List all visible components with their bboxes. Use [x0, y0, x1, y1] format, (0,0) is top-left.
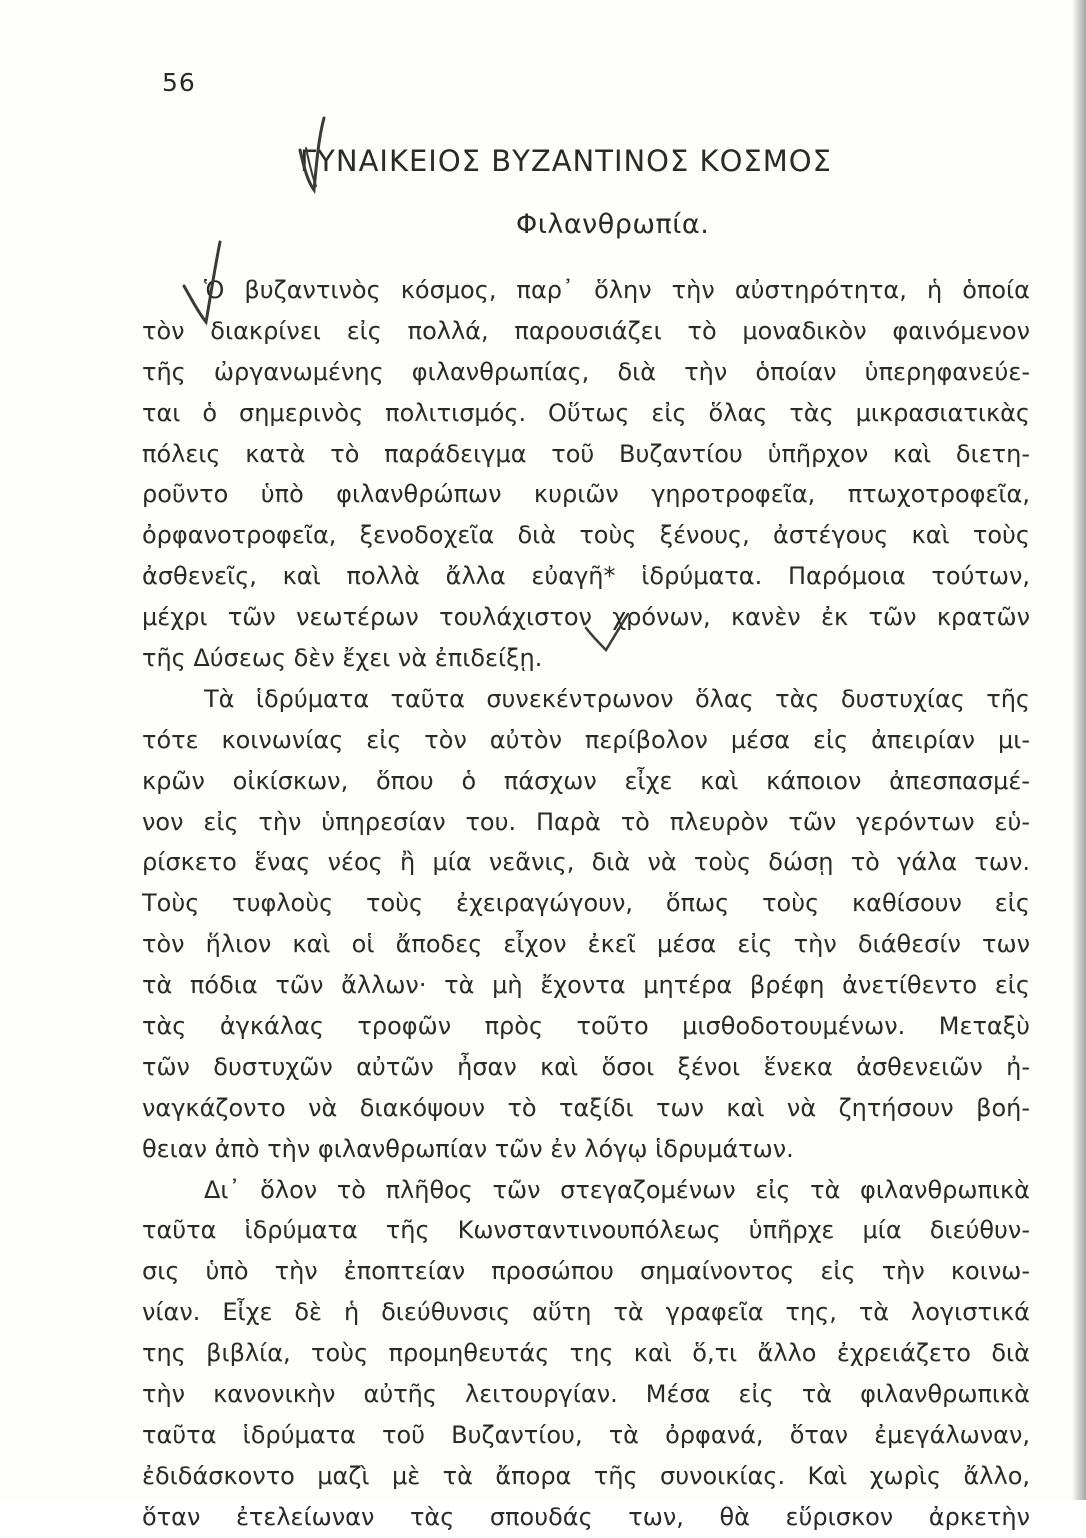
body-text — [142, 270, 1042, 1538]
text-line: της βιβλία, τοὺς προμηθευτάς της καὶ ὅ,τι ἄλλο ἐχρειάζετο διὰ — [142, 1339, 1030, 1368]
text-line: ἀσθενεῖς, καὶ πολλὰ ἄλλα εὐαγῆ* ἱδρύματα. Παρόμοια τούτων, — [142, 562, 1030, 591]
text-line: ἐδιδάσκοντο μαζὶ μὲ τὰ ἄπορα τῆς συνοικίας. Καὶ χωρὶς ἄλλο, — [142, 1461, 1030, 1490]
text-line: τὸν διακρίνει εἰς πολλά, παρουσιάζει τὸ μοναδικὸν φαινόμενον — [142, 316, 1030, 345]
section-subtitle: Φιλανθρωπία. — [516, 209, 710, 240]
text-line: τῆς ὠργανωμένης φιλανθρωπίας, διὰ τὴν ὁποίαν ὑπερηφανεύε- — [142, 357, 1030, 386]
text-line: πόλεις κατὰ τὸ παράδειγμα τοῦ Βυζαντίου ὑπῆρχον καὶ διετη- — [142, 439, 1030, 468]
text-line: νον εἰς τὴν ὑπηρεσίαν του. Παρὰ τὸ πλευρὸν τῶν γερόντων εὑ- — [142, 807, 1030, 836]
text-line: ὀρφανοτροφεῖα, ξενοδοχεῖα διὰ τοὺς ξένους, ἀστέγους καὶ τοὺς — [142, 521, 1030, 550]
text-line: νίαν. Εἶχε δὲ ἡ διεύθυνσις αὕτη τὰ γραφεῖα της, τὰ λογιστικά — [142, 1298, 1030, 1327]
page-number: 56 — [162, 68, 196, 97]
text-line: τῆς Δύσεως δὲν ἔχει νὰ ἐπιδείξῃ. — [142, 644, 543, 673]
text-line: τὸν ἥλιον καὶ οἱ ἄποδες εἶχον ἐκεῖ μέσα εἰς τὴν διάθεσίν των — [142, 930, 1030, 959]
text-line: μέχρι τῶν νεωτέρων τουλάχιστον χρόνων, κανὲν ἐκ τῶν κρατῶν — [142, 603, 1030, 632]
chapter-title: ΓΥΝΑΙΚΕΙΟΣ ΒΥΖΑΝΤΙΝΟΣ ΚΟΣΜΟΣ — [300, 144, 832, 178]
text-line: ταῦτα ἱδρύματα τῆς Κωνσταντινουπόλεως ὑπῆρχε μία διεύθυν- — [142, 1216, 1030, 1245]
text-line: τῶν δυστυχῶν αὐτῶν ἦσαν καὶ ὅσοι ξένοι ἕνεκα ἀσθενειῶν ἠ- — [142, 1052, 1030, 1081]
text-line: κρῶν οἰκίσκων, ὅπου ὁ πάσχων εἶχε καὶ κάποιον ἀπεσπασμέ- — [142, 766, 1030, 795]
text-line: ναγκάζοντο νὰ διακόψουν τὸ ταξίδι των καὶ νὰ ζητήσουν βοή- — [142, 1093, 1030, 1122]
text-line: ταῦτα ἱδρύματα τοῦ Βυζαντίου, τὰ ὀρφανά, ὅταν ἐμεγάλωναν, — [142, 1420, 1030, 1449]
text-line: ὅταν ἐτελείωναν τὰς σπουδάς των, θὰ εὕρισκον ἀρκετὴν — [142, 1502, 1030, 1531]
text-line: σις ὑπὸ τὴν ἐποπτείαν προσώπου σημαίνοντος εἰς τὴν κοινω- — [142, 1257, 1030, 1286]
text-line: τότε κοινωνίας εἰς τὸν αὐτὸν περίβολον μέσα εἰς ἀπειρίαν μι- — [142, 725, 1030, 754]
text-line: τὴν κανονικὴν αὐτῆς λειτουργίαν. Μέσα εἰς τὰ φιλανθρωπικὰ — [142, 1380, 1030, 1409]
text-line: Τοὺς τυφλοὺς τοὺς ἐχειραγώγουν, ὅπως τοὺς καθίσουν εἰς — [142, 889, 1030, 918]
text-line: θειαν ἀπὸ τὴν φιλανθρωπίαν τῶν ἐν λόγῳ ἱδρυμάτων. — [142, 1134, 794, 1163]
text-line: ται ὁ σημερινὸς πολιτισμός. Οὕτως εἰς ὅλας τὰς μικρασιατικὰς — [142, 398, 1030, 427]
text-line: ροῦντο ὑπὸ φιλανθρώπων κυριῶν γηροτροφεῖα, πτωχοτροφεῖα, — [142, 480, 1030, 509]
text-line: Τὰ ἱδρύματα ταῦτα συνεκέντρωνον ὅλας τὰς δυστυχίας τῆς — [204, 684, 1030, 713]
text-line: Ὁ βυζαντινὸς κόσμος, παρ᾽ ὅλην τὴν αὐστηρότητα, ἡ ὁποία — [204, 276, 1030, 304]
text-line: τὰς ἀγκάλας τροφῶν πρὸς τοῦτο μισθοδοτουμένων. Μεταξὺ — [142, 1012, 1030, 1041]
page-edge-shadow — [1072, 0, 1086, 1500]
text-line: τὰ πόδια τῶν ἄλλων· τὰ μὴ ἔχοντα μητέρα βρέφη ἀνετίθεντο εἰς — [142, 971, 1030, 1000]
text-line: Δι᾽ ὅλον τὸ πλῆθος τῶν στεγαζομένων εἰς τὰ φιλανθρωπικὰ — [204, 1175, 1030, 1204]
text-line: ρίσκετο ἕνας νέος ἢ μία νεᾶνις, διὰ νὰ τοὺς δώσῃ τὸ γάλα των. — [142, 848, 1030, 877]
